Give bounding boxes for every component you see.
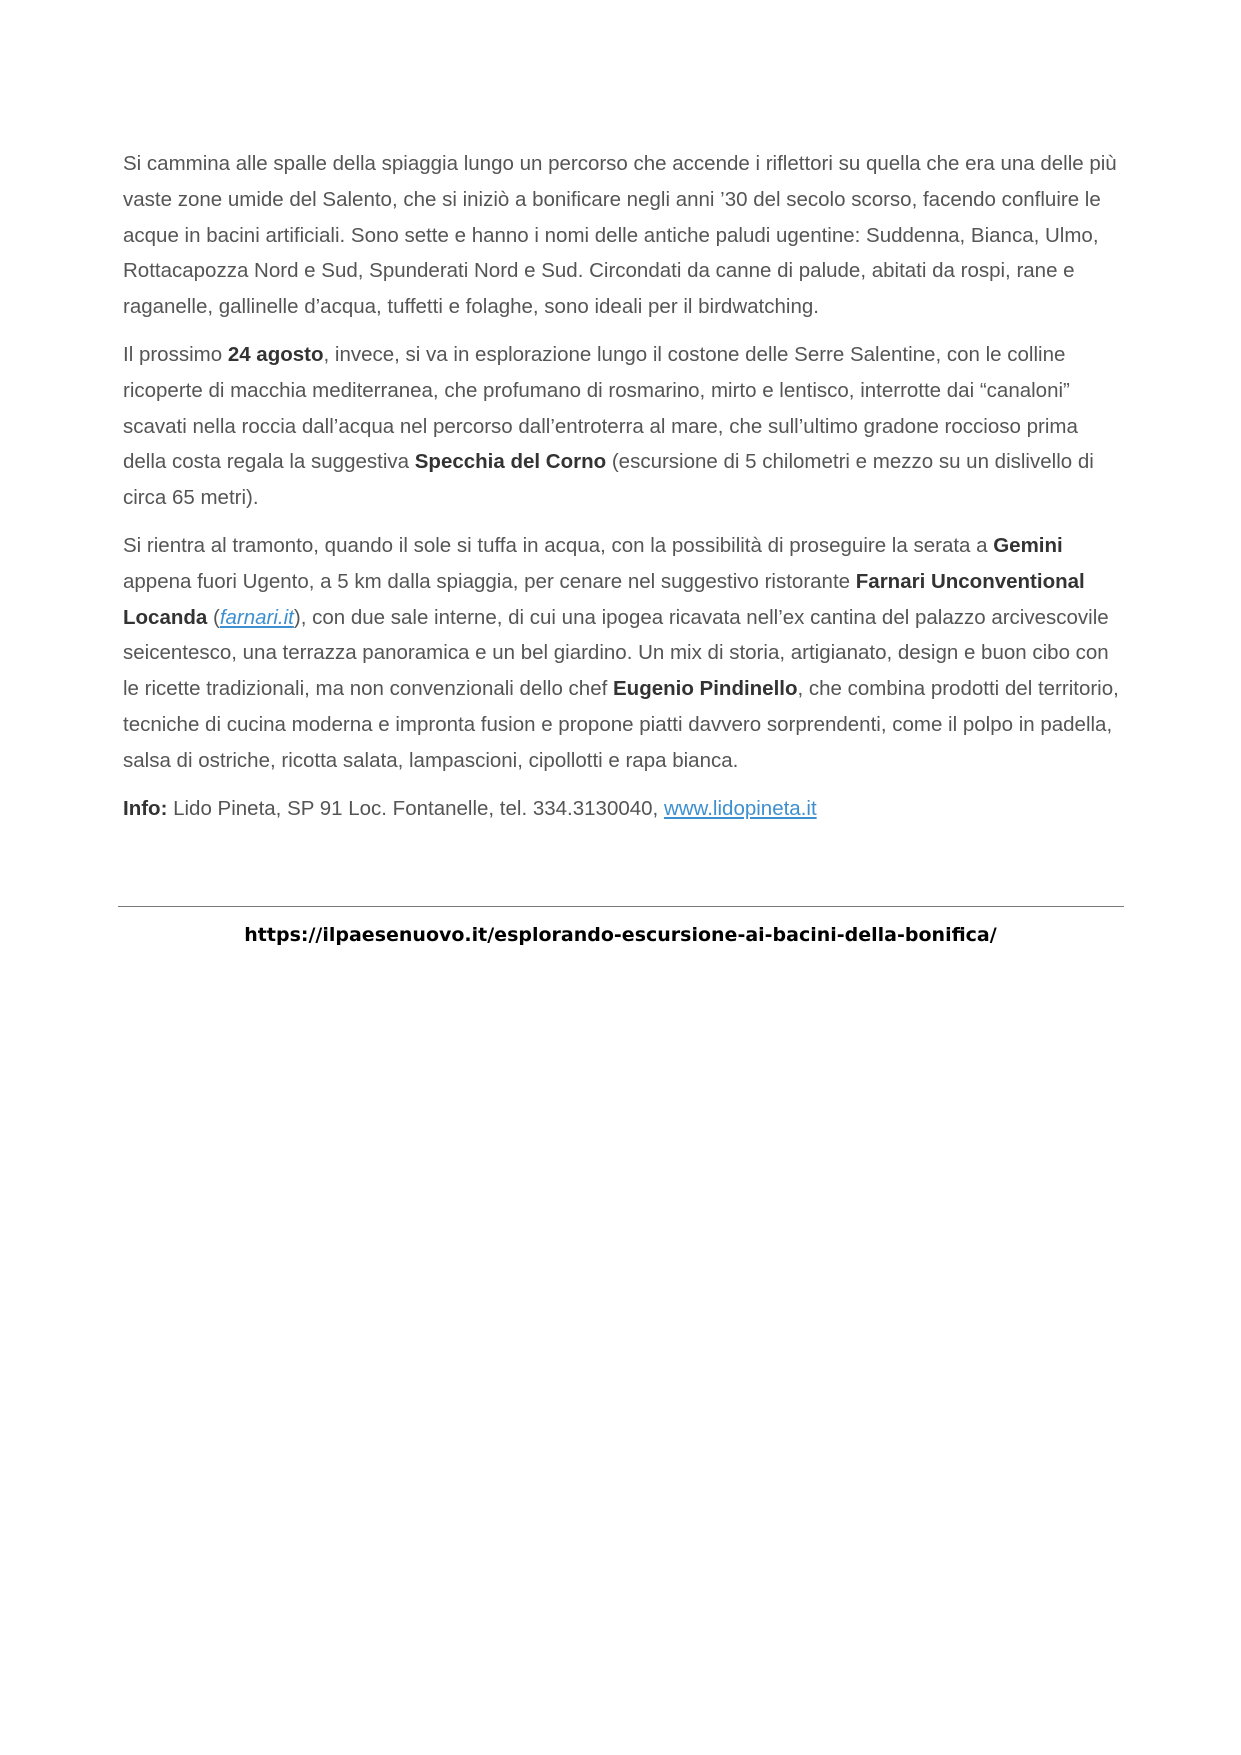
paragraph-text: appena fuori Ugento, a 5 km dalla spiaggia, per cenare nel suggestivo ristorante [123,569,856,593]
divider-line [118,906,1124,907]
restaurant-name: Farnari Unconventional Locanda [123,569,1085,629]
website-link[interactable]: www.lidopineta.it [663,796,817,820]
paragraph-text: Il prossimo [123,342,228,366]
paragraph-text: ), con due sale interne, di cui una ipogea ricavata nell’ex cantina del palazzo arcivescovile seicentesco, una terrazza panoramica e un bel giardino. Un mix di storia, artigianato, design e buon cibo con le ricette tradizionali, ma non convenzionali dello chef [123,605,1109,701]
paragraph-text: Si rientra al tramonto, quando il sole si tuffa in acqua, con la possibilità di proseguire la serata a [123,533,994,557]
paragraph-text: , che combina prodotti del territorio, tecniche di cucina moderna e impronta fusion e propone piatti davvero sorprendenti, come il polpo in padella, salsa di ostriche, ricotta salata, lampascioni, cipollotti e rapa bianca. [123,677,1119,772]
place-name: Gemini [993,533,1063,557]
paragraph-serre-salentine [123,337,1123,516]
place-name: Specchia del Corno [414,450,607,474]
chef-name: Eugenio Pindinello [613,677,798,701]
paragraph-text: (escursione di 5 chilometri e mezzo su un dislivello di circa 65 metri). [123,450,1094,510]
info-label: Info: [123,796,168,820]
paragraph-text: , invece, si va in esplorazione lungo il costone delle Serre Salentine, con le colline ricoperte di macchia mediterranea, che profumano di rosmarino, mirto e lentisco, interrotte dai “canaloni” scavati nella roccia dall’acqua nel percorso dall’entroterra al mare, che sull’ultimo gradone roccioso prima della costa regala la suggestiva [123,342,1078,474]
paragraph-bacini [123,146,1123,325]
info-text: Lido Pineta, SP 91 Loc. Fontanelle, tel. 334.3130040, [167,796,664,820]
paragraph-text: ( [207,605,220,629]
restaurant-link[interactable]: farnari.it [219,605,294,629]
paragraph-info [123,791,1123,827]
event-date: 24 agosto [227,342,324,366]
source-url: https://ilpaesenuovo.it/esplorando-escursione-ai-bacini-della-bonifica/ [244,924,997,946]
article-body [123,146,1123,838]
paragraph-dinner [123,528,1123,779]
paragraph-text: Si cammina alle spalle della spiaggia lungo un percorso che accende i riflettori su quella che era una delle più vaste zone umide del Salento, che si iniziò a bonificare negli anni ’30 del secolo scorso, facendo confluire le acque in bacini artificiali. Sono sette e hanno i nomi delle antiche paludi ugentine: Suddenna, Bianca, Ulmo, Rottacapozza Nord e Sud, Spunderati Nord e Sud. Circondati da canne di palude, abitati da rospi, rane e raganelle, gallinelle d’acqua, tuffetti e folaghe, sono ideali per il birdwatching. [123,152,1117,319]
